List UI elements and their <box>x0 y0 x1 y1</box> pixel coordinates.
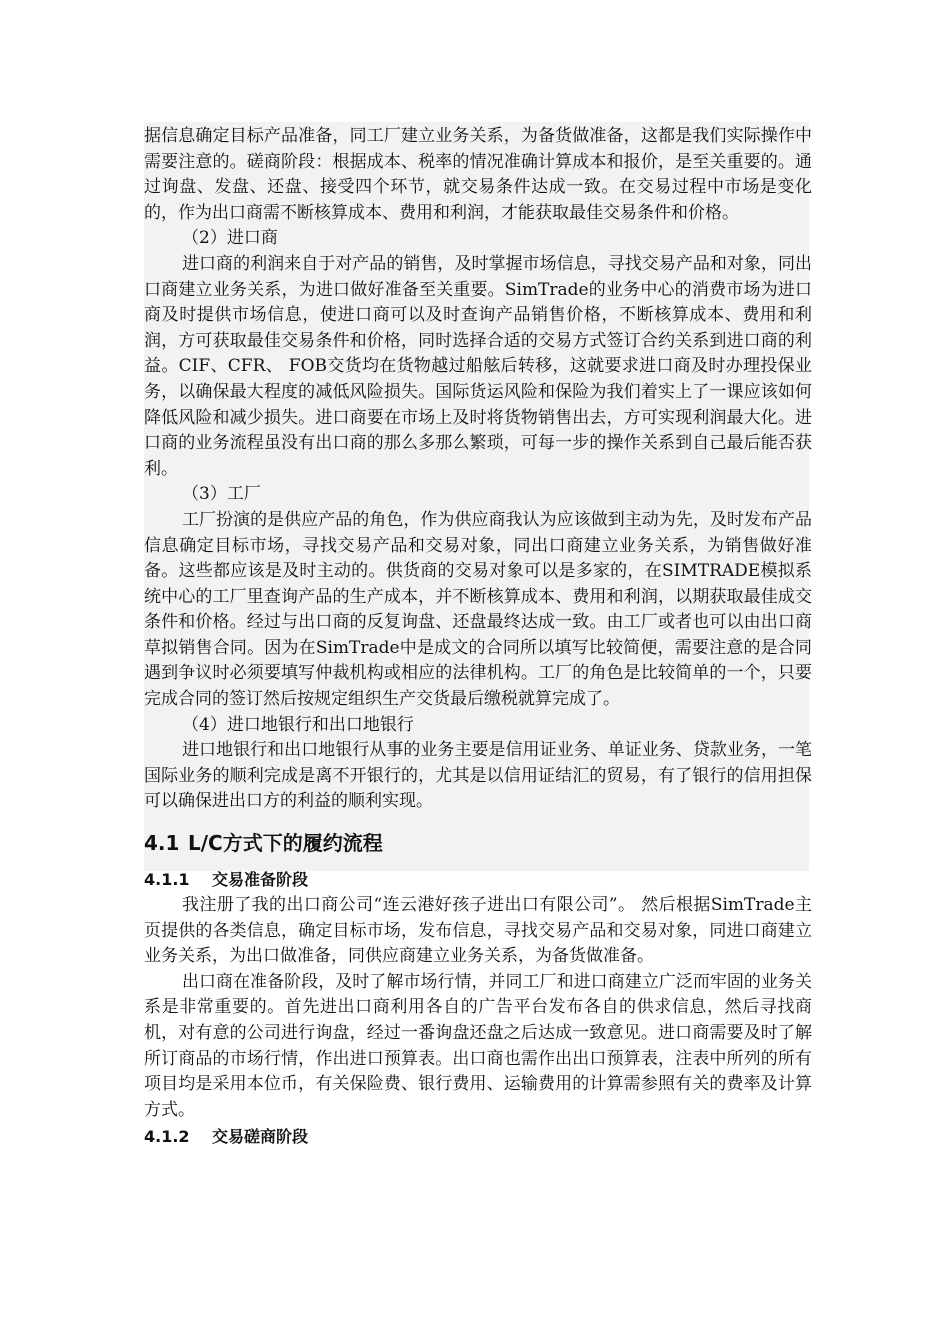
section-heading-4-1-2 <box>144 1123 812 1150</box>
section-title: L/C方式下的履约流程 <box>188 831 383 856</box>
section-title: 交易准备阶段 <box>212 870 309 890</box>
document-body <box>144 124 812 1150</box>
paragraph-importer: 进口商的利润来自于对产品的销售，及时掌握市场信息，寻找交易产品和对象，同出口商建立业务关系，为进口做好准备至关重要。SimTrade的业务中心的消费市场为进口商及时提供市场信息，使进口商可以及时查询产品销售价格，不断核算成本、费用和利润，方可获取最佳交易条件和价格，同时选择合适的交易方式签订合约关系到进口商的利益。CIF、CFR、 FOB交货均在货物越过船舷后转移，这就要求进口商及时办理投保业务，以确保最大程度的减低风险损失。国际货运风险和保险为我们着实上了一课应该如何降低风险和减少损失。进口商要在市场上及时将货物销售出去，方可实现利润最大化。进口商的业务流程虽没有出口商的那么多那么繁琐，可每一步的操作关系到自己最后能否获利。 <box>144 253 812 479</box>
subsection-label-factory: （3）工厂 <box>182 484 261 505</box>
section-heading-4-1 <box>144 829 812 857</box>
paragraph-banks: 进口地银行和出口地银行从事的业务主要是信用证业务、单证业务、贷款业务，一笔国际业务的顺利完成是离不开银行的，尤其是以信用证结汇的贸易，有了银行的信用担保可以确保进出口方的利益的顺利实现。 <box>144 740 812 812</box>
section-heading-4-1-1 <box>144 866 812 893</box>
section-number: 4.1.1 <box>144 870 190 890</box>
section-number: 4.1 <box>144 831 180 856</box>
section-number: 4.1.2 <box>144 1127 190 1147</box>
paragraph-preparation-1: 我注册了我的出口商公司“连云港好孩子进出口有限公司”。 然后根据SimTrade主页提供的各类信息，确定目标市场，发布信息，寻找交易产品和交易对象，同进口商建立业务关系，为出口做准备，同供应商建立业务关系，为备货做准备。 <box>144 895 812 967</box>
paragraph-intro: 据信息确定目标产品准备，同工厂建立业务关系，为备货做准备，这都是我们实际操作中需要注意的。磋商阶段：根据成本、税率的情况准确计算成本和报价，是至关重要的。通过询盘、发盘、还盘、接受四个环节，就交易条件达成一致。在交易过程中市场是变化的，作为出口商需不断核算成本、费用和利润，才能获取最佳交易条件和价格。 <box>144 126 812 223</box>
paragraph-factory: 工厂扮演的是供应产品的角色，作为供应商我认为应该做到主动为先，及时发布产品信息确定目标市场，寻找交易产品和交易对象，同出口商建立业务关系，为销售做好准备。这些都应该是及时主动的。供货商的交易对象可以是多家的，在SIMTRADE模拟系统中心的工厂里查询产品的生产成本，并不断核算成本、费用和利润，以期获取最佳成交条件和价格。经过与出口商的反复询盘、还盘最终达成一致。由工厂或者也可以由出口商草拟销售合同。因为在SimTrade中是成文的合同所以填写比较简便，需要注意的是合同遇到争议时必须要填写仲裁机构或相应的法律机构。工厂的角色是比较简单的一个，只要完成合同的签订然后按规定组织生产交货最后缴税就算完成了。 <box>144 509 812 710</box>
paragraph-preparation-2: 出口商在准备阶段，及时了解市场行情，并同工厂和进口商建立广泛而牢固的业务关系是非常重要的。首先进出口商利用各自的广告平台发布各自的供求信息，然后寻找商机，对有意的公司进行询盘，经过一番询盘还盘之后达成一致意见。进口商需要及时了解所订商品的市场行情，作出进口预算表。出口商也需作出出口预算表，注表中所列的所有项目均是采用本位币，有关保险费、银行费用、运输费用的计算需参照有关的费率及计算方式。 <box>144 971 812 1120</box>
subsection-label-banks: （4）进口地银行和出口地银行 <box>182 714 414 735</box>
subsection-label-importer: （2）进口商 <box>182 228 278 249</box>
section-title: 交易磋商阶段 <box>212 1127 309 1147</box>
